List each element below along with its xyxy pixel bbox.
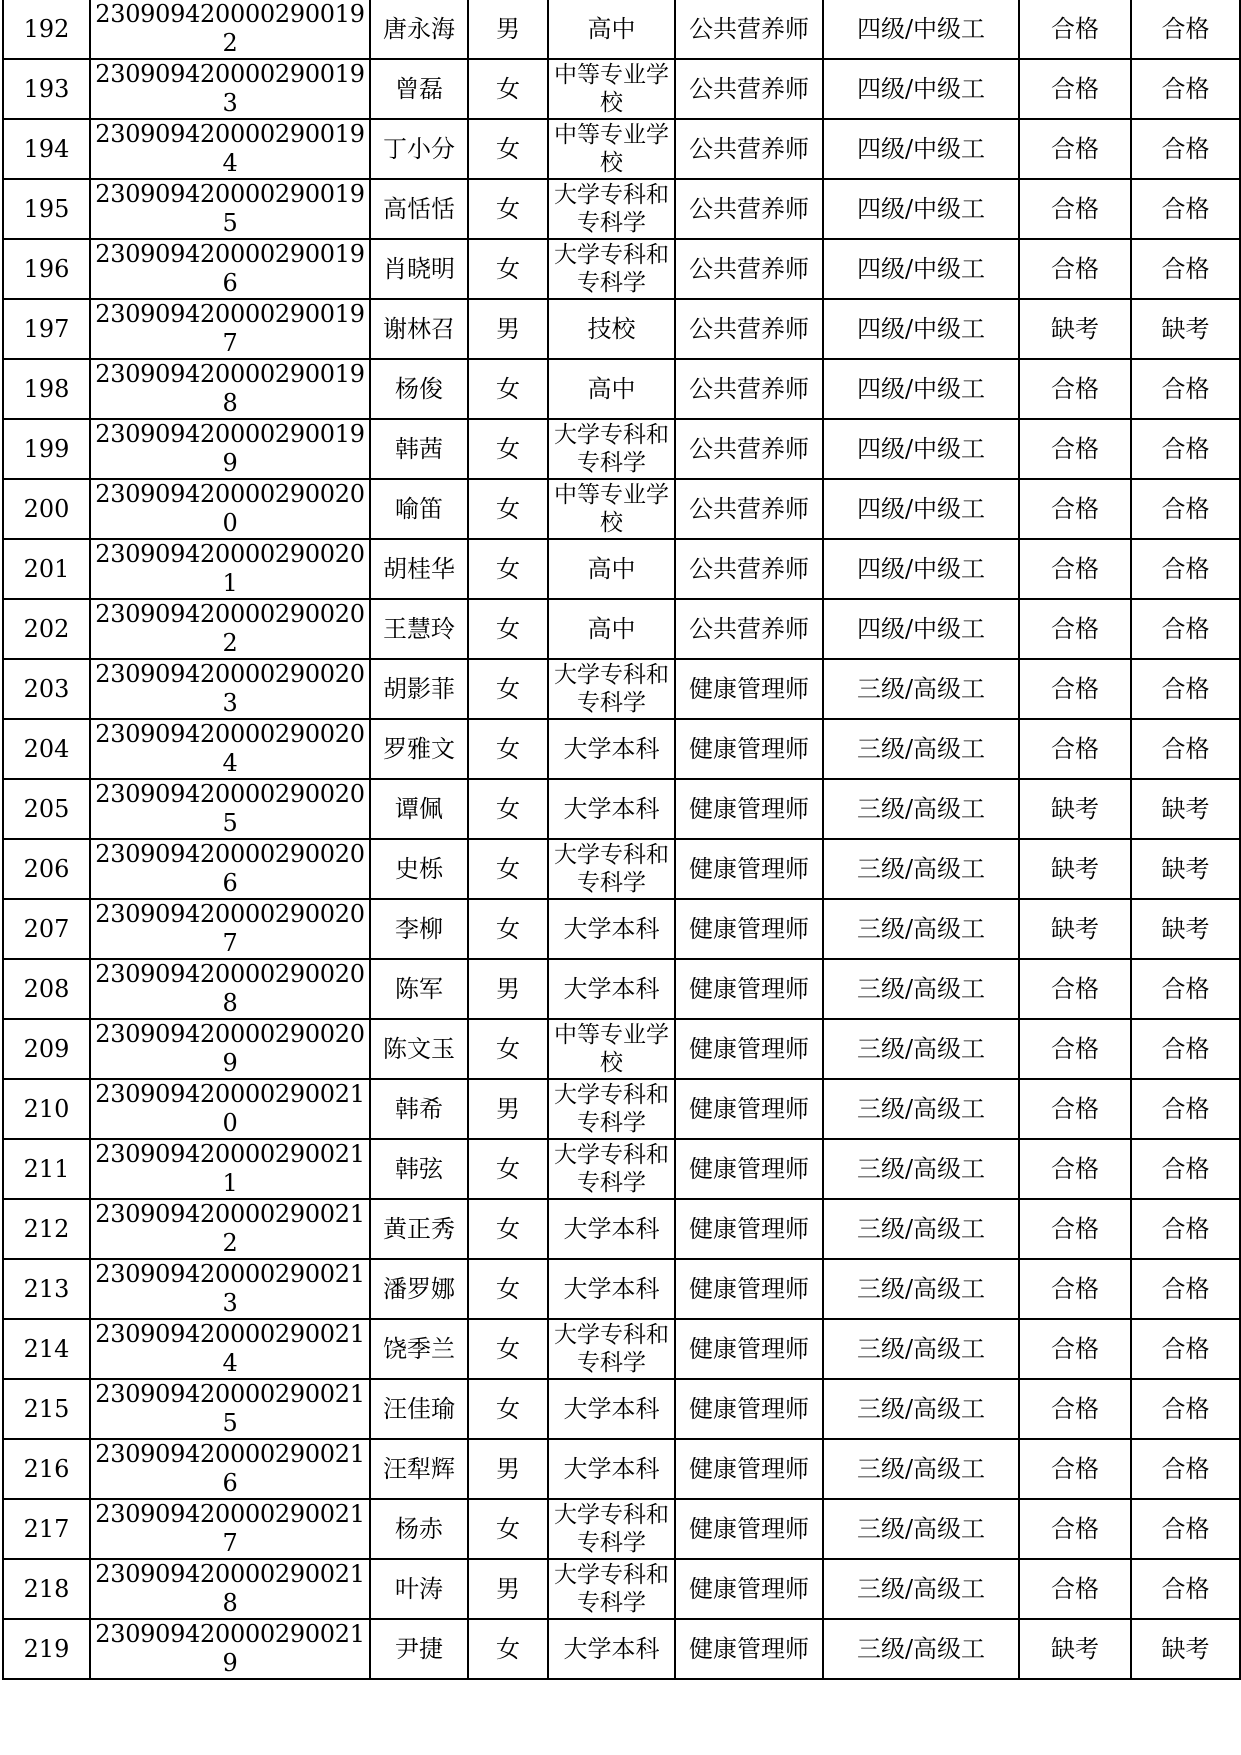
table-row <box>3 1019 1240 1079</box>
level-cell: 四级/中级工 <box>823 419 1019 479</box>
table-row <box>3 1259 1240 1319</box>
gender-cell: 女 <box>468 239 548 299</box>
level-cell: 三级/高级工 <box>823 1139 1019 1199</box>
table-row <box>3 1319 1240 1379</box>
level-cell: 四级/中级工 <box>823 119 1019 179</box>
practice-result-cell: 缺考 <box>1131 899 1240 959</box>
name-cell: 黄正秀 <box>370 1199 468 1259</box>
gender-cell: 女 <box>468 1199 548 1259</box>
theory-result-cell: 缺考 <box>1019 1619 1131 1679</box>
serial-number-cell: 201 <box>3 539 90 599</box>
ticket-id-cell: 2309094200002900213 <box>90 1259 370 1319</box>
serial-number-cell: 193 <box>3 59 90 119</box>
theory-result-cell: 合格 <box>1019 959 1131 1019</box>
gender-cell: 女 <box>468 779 548 839</box>
practice-result-cell: 合格 <box>1131 539 1240 599</box>
ticket-id-cell: 2309094200002900203 <box>90 659 370 719</box>
theory-result-cell: 合格 <box>1019 1319 1131 1379</box>
gender-cell: 女 <box>468 599 548 659</box>
level-cell: 三级/高级工 <box>823 1319 1019 1379</box>
practice-result-cell: 缺考 <box>1131 299 1240 359</box>
gender-cell: 男 <box>468 0 548 59</box>
name-cell: 胡影菲 <box>370 659 468 719</box>
table-row <box>3 539 1240 599</box>
table-row <box>3 1139 1240 1199</box>
level-cell: 三级/高级工 <box>823 1019 1019 1079</box>
table-row <box>3 1559 1240 1619</box>
education-cell: 大学本科 <box>548 899 675 959</box>
ticket-id-cell: 2309094200002900219 <box>90 1619 370 1679</box>
practice-result-cell: 合格 <box>1131 1079 1240 1139</box>
gender-cell: 男 <box>468 1079 548 1139</box>
occupation-cell: 公共营养师 <box>675 119 823 179</box>
occupation-cell: 健康管理师 <box>675 1139 823 1199</box>
ticket-id-cell: 2309094200002900198 <box>90 359 370 419</box>
education-cell: 技校 <box>548 299 675 359</box>
table-row <box>3 659 1240 719</box>
table-row <box>3 1499 1240 1559</box>
theory-result-cell: 合格 <box>1019 599 1131 659</box>
name-cell: 曾磊 <box>370 59 468 119</box>
education-cell: 高中 <box>548 539 675 599</box>
name-cell: 陈军 <box>370 959 468 1019</box>
practice-result-cell: 缺考 <box>1131 839 1240 899</box>
table-row <box>3 179 1240 239</box>
serial-number-cell: 204 <box>3 719 90 779</box>
serial-number-cell: 218 <box>3 1559 90 1619</box>
serial-number-cell: 209 <box>3 1019 90 1079</box>
occupation-cell: 健康管理师 <box>675 659 823 719</box>
level-cell: 四级/中级工 <box>823 539 1019 599</box>
name-cell: 喻笛 <box>370 479 468 539</box>
table-row <box>3 359 1240 419</box>
occupation-cell: 健康管理师 <box>675 1259 823 1319</box>
ticket-id-cell: 2309094200002900193 <box>90 59 370 119</box>
level-cell: 四级/中级工 <box>823 599 1019 659</box>
name-cell: 潘罗娜 <box>370 1259 468 1319</box>
education-cell: 大学本科 <box>548 719 675 779</box>
education-cell: 大学专科和专科学 <box>548 1499 675 1559</box>
education-cell: 中等专业学校 <box>548 59 675 119</box>
name-cell: 高恬恬 <box>370 179 468 239</box>
occupation-cell: 公共营养师 <box>675 359 823 419</box>
name-cell: 饶季兰 <box>370 1319 468 1379</box>
occupation-cell: 健康管理师 <box>675 1319 823 1379</box>
practice-result-cell: 合格 <box>1131 1559 1240 1619</box>
education-cell: 大学本科 <box>548 1259 675 1319</box>
practice-result-cell: 合格 <box>1131 1019 1240 1079</box>
table-row <box>3 959 1240 1019</box>
education-cell: 大学本科 <box>548 779 675 839</box>
gender-cell: 女 <box>468 1259 548 1319</box>
theory-result-cell: 合格 <box>1019 1379 1131 1439</box>
practice-result-cell: 合格 <box>1131 359 1240 419</box>
occupation-cell: 健康管理师 <box>675 959 823 1019</box>
gender-cell: 女 <box>468 659 548 719</box>
level-cell: 三级/高级工 <box>823 959 1019 1019</box>
ticket-id-cell: 2309094200002900199 <box>90 419 370 479</box>
level-cell: 四级/中级工 <box>823 479 1019 539</box>
serial-number-cell: 194 <box>3 119 90 179</box>
theory-result-cell: 合格 <box>1019 1019 1131 1079</box>
gender-cell: 女 <box>468 359 548 419</box>
ticket-id-cell: 2309094200002900194 <box>90 119 370 179</box>
education-cell: 大学本科 <box>548 1379 675 1439</box>
ticket-id-cell: 2309094200002900207 <box>90 899 370 959</box>
name-cell: 韩茜 <box>370 419 468 479</box>
ticket-id-cell: 2309094200002900215 <box>90 1379 370 1439</box>
occupation-cell: 健康管理师 <box>675 779 823 839</box>
name-cell: 罗雅文 <box>370 719 468 779</box>
occupation-cell: 健康管理师 <box>675 1079 823 1139</box>
level-cell: 四级/中级工 <box>823 359 1019 419</box>
gender-cell: 女 <box>468 179 548 239</box>
table-row <box>3 1379 1240 1439</box>
ticket-id-cell: 2309094200002900205 <box>90 779 370 839</box>
theory-result-cell: 合格 <box>1019 1199 1131 1259</box>
occupation-cell: 公共营养师 <box>675 539 823 599</box>
theory-result-cell: 合格 <box>1019 1559 1131 1619</box>
table-row <box>3 299 1240 359</box>
education-cell: 大学本科 <box>548 959 675 1019</box>
serial-number-cell: 199 <box>3 419 90 479</box>
serial-number-cell: 214 <box>3 1319 90 1379</box>
theory-result-cell: 合格 <box>1019 479 1131 539</box>
ticket-id-cell: 2309094200002900202 <box>90 599 370 659</box>
serial-number-cell: 192 <box>3 0 90 59</box>
table-row <box>3 1199 1240 1259</box>
gender-cell: 女 <box>468 539 548 599</box>
table-row <box>3 0 1240 59</box>
name-cell: 叶涛 <box>370 1559 468 1619</box>
education-cell: 大学专科和专科学 <box>548 659 675 719</box>
table-row <box>3 779 1240 839</box>
ticket-id-cell: 2309094200002900208 <box>90 959 370 1019</box>
ticket-id-cell: 2309094200002900211 <box>90 1139 370 1199</box>
education-cell: 高中 <box>548 359 675 419</box>
level-cell: 三级/高级工 <box>823 719 1019 779</box>
serial-number-cell: 198 <box>3 359 90 419</box>
theory-result-cell: 合格 <box>1019 1079 1131 1139</box>
ticket-id-cell: 2309094200002900210 <box>90 1079 370 1139</box>
ticket-id-cell: 2309094200002900217 <box>90 1499 370 1559</box>
theory-result-cell: 合格 <box>1019 179 1131 239</box>
level-cell: 四级/中级工 <box>823 59 1019 119</box>
education-cell: 大学专科和专科学 <box>548 239 675 299</box>
education-cell: 大学专科和专科学 <box>548 1139 675 1199</box>
table-row <box>3 119 1240 179</box>
theory-result-cell: 合格 <box>1019 1499 1131 1559</box>
ticket-id-cell: 2309094200002900209 <box>90 1019 370 1079</box>
level-cell: 三级/高级工 <box>823 659 1019 719</box>
serial-number-cell: 207 <box>3 899 90 959</box>
practice-result-cell: 合格 <box>1131 1379 1240 1439</box>
serial-number-cell: 215 <box>3 1379 90 1439</box>
practice-result-cell: 合格 <box>1131 1259 1240 1319</box>
theory-result-cell: 合格 <box>1019 719 1131 779</box>
name-cell: 谢林召 <box>370 299 468 359</box>
practice-result-cell: 合格 <box>1131 119 1240 179</box>
practice-result-cell: 合格 <box>1131 659 1240 719</box>
name-cell: 汪佳瑜 <box>370 1379 468 1439</box>
theory-result-cell: 缺考 <box>1019 839 1131 899</box>
occupation-cell: 健康管理师 <box>675 1499 823 1559</box>
results-table <box>2 0 1241 1680</box>
level-cell: 三级/高级工 <box>823 899 1019 959</box>
education-cell: 大学专科和专科学 <box>548 1079 675 1139</box>
gender-cell: 女 <box>468 1499 548 1559</box>
occupation-cell: 公共营养师 <box>675 59 823 119</box>
occupation-cell: 公共营养师 <box>675 0 823 59</box>
practice-result-cell: 缺考 <box>1131 1619 1240 1679</box>
education-cell: 大学专科和专科学 <box>548 419 675 479</box>
ticket-id-cell: 2309094200002900212 <box>90 1199 370 1259</box>
serial-number-cell: 200 <box>3 479 90 539</box>
level-cell: 三级/高级工 <box>823 1259 1019 1319</box>
education-cell: 大学本科 <box>548 1439 675 1499</box>
practice-result-cell: 合格 <box>1131 419 1240 479</box>
gender-cell: 女 <box>468 899 548 959</box>
serial-number-cell: 217 <box>3 1499 90 1559</box>
practice-result-cell: 合格 <box>1131 1199 1240 1259</box>
theory-result-cell: 合格 <box>1019 539 1131 599</box>
occupation-cell: 公共营养师 <box>675 599 823 659</box>
table-row <box>3 1439 1240 1499</box>
level-cell: 三级/高级工 <box>823 1559 1019 1619</box>
level-cell: 三级/高级工 <box>823 1439 1019 1499</box>
level-cell: 四级/中级工 <box>823 179 1019 239</box>
education-cell: 高中 <box>548 0 675 59</box>
theory-result-cell: 合格 <box>1019 119 1131 179</box>
practice-result-cell: 合格 <box>1131 179 1240 239</box>
serial-number-cell: 216 <box>3 1439 90 1499</box>
table-row <box>3 479 1240 539</box>
serial-number-cell: 205 <box>3 779 90 839</box>
education-cell: 中等专业学校 <box>548 119 675 179</box>
practice-result-cell: 合格 <box>1131 479 1240 539</box>
gender-cell: 男 <box>468 1559 548 1619</box>
practice-result-cell: 合格 <box>1131 719 1240 779</box>
education-cell: 大学本科 <box>548 1199 675 1259</box>
occupation-cell: 健康管理师 <box>675 1019 823 1079</box>
theory-result-cell: 合格 <box>1019 419 1131 479</box>
level-cell: 四级/中级工 <box>823 239 1019 299</box>
gender-cell: 女 <box>468 1379 548 1439</box>
table-row <box>3 599 1240 659</box>
name-cell: 韩弦 <box>370 1139 468 1199</box>
gender-cell: 女 <box>468 1019 548 1079</box>
table-row <box>3 239 1240 299</box>
level-cell: 三级/高级工 <box>823 1619 1019 1679</box>
level-cell: 三级/高级工 <box>823 839 1019 899</box>
gender-cell: 男 <box>468 299 548 359</box>
occupation-cell: 健康管理师 <box>675 839 823 899</box>
theory-result-cell: 合格 <box>1019 1139 1131 1199</box>
serial-number-cell: 208 <box>3 959 90 1019</box>
ticket-id-cell: 2309094200002900206 <box>90 839 370 899</box>
level-cell: 四级/中级工 <box>823 0 1019 59</box>
table-row <box>3 1619 1240 1679</box>
serial-number-cell: 210 <box>3 1079 90 1139</box>
name-cell: 汪犁辉 <box>370 1439 468 1499</box>
serial-number-cell: 203 <box>3 659 90 719</box>
theory-result-cell: 缺考 <box>1019 899 1131 959</box>
serial-number-cell: 212 <box>3 1199 90 1259</box>
occupation-cell: 健康管理师 <box>675 1199 823 1259</box>
occupation-cell: 健康管理师 <box>675 1559 823 1619</box>
education-cell: 中等专业学校 <box>548 479 675 539</box>
name-cell: 杨俊 <box>370 359 468 419</box>
name-cell: 韩希 <box>370 1079 468 1139</box>
occupation-cell: 健康管理师 <box>675 719 823 779</box>
practice-result-cell: 合格 <box>1131 1139 1240 1199</box>
practice-result-cell: 缺考 <box>1131 779 1240 839</box>
ticket-id-cell: 2309094200002900204 <box>90 719 370 779</box>
theory-result-cell: 合格 <box>1019 0 1131 59</box>
serial-number-cell: 202 <box>3 599 90 659</box>
name-cell: 肖晓明 <box>370 239 468 299</box>
serial-number-cell: 211 <box>3 1139 90 1199</box>
education-cell: 大学专科和专科学 <box>548 839 675 899</box>
ticket-id-cell: 2309094200002900214 <box>90 1319 370 1379</box>
name-cell: 谭佩 <box>370 779 468 839</box>
level-cell: 三级/高级工 <box>823 1379 1019 1439</box>
occupation-cell: 健康管理师 <box>675 1379 823 1439</box>
ticket-id-cell: 2309094200002900201 <box>90 539 370 599</box>
level-cell: 四级/中级工 <box>823 299 1019 359</box>
education-cell: 中等专业学校 <box>548 1019 675 1079</box>
practice-result-cell: 合格 <box>1131 599 1240 659</box>
occupation-cell: 健康管理师 <box>675 1619 823 1679</box>
practice-result-cell: 合格 <box>1131 1319 1240 1379</box>
occupation-cell: 公共营养师 <box>675 419 823 479</box>
education-cell: 大学专科和专科学 <box>548 1559 675 1619</box>
name-cell: 陈文玉 <box>370 1019 468 1079</box>
theory-result-cell: 缺考 <box>1019 779 1131 839</box>
level-cell: 三级/高级工 <box>823 779 1019 839</box>
theory-result-cell: 合格 <box>1019 1439 1131 1499</box>
education-cell: 大学专科和专科学 <box>548 1319 675 1379</box>
serial-number-cell: 206 <box>3 839 90 899</box>
gender-cell: 女 <box>468 719 548 779</box>
ticket-id-cell: 2309094200002900197 <box>90 299 370 359</box>
table-row <box>3 839 1240 899</box>
occupation-cell: 健康管理师 <box>675 899 823 959</box>
practice-result-cell: 合格 <box>1131 1439 1240 1499</box>
theory-result-cell: 合格 <box>1019 659 1131 719</box>
theory-result-cell: 合格 <box>1019 59 1131 119</box>
theory-result-cell: 合格 <box>1019 239 1131 299</box>
name-cell: 李柳 <box>370 899 468 959</box>
occupation-cell: 公共营养师 <box>675 179 823 239</box>
serial-number-cell: 195 <box>3 179 90 239</box>
name-cell: 唐永海 <box>370 0 468 59</box>
level-cell: 三级/高级工 <box>823 1199 1019 1259</box>
gender-cell: 女 <box>468 59 548 119</box>
name-cell: 史栎 <box>370 839 468 899</box>
table-row <box>3 59 1240 119</box>
occupation-cell: 健康管理师 <box>675 1439 823 1499</box>
occupation-cell: 公共营养师 <box>675 299 823 359</box>
level-cell: 三级/高级工 <box>823 1079 1019 1139</box>
gender-cell: 女 <box>468 839 548 899</box>
practice-result-cell: 合格 <box>1131 239 1240 299</box>
gender-cell: 女 <box>468 119 548 179</box>
ticket-id-cell: 2309094200002900218 <box>90 1559 370 1619</box>
theory-result-cell: 缺考 <box>1019 299 1131 359</box>
theory-result-cell: 合格 <box>1019 359 1131 419</box>
level-cell: 三级/高级工 <box>823 1499 1019 1559</box>
serial-number-cell: 213 <box>3 1259 90 1319</box>
education-cell: 大学本科 <box>548 1619 675 1679</box>
table-row <box>3 899 1240 959</box>
gender-cell: 女 <box>468 1619 548 1679</box>
name-cell: 尹捷 <box>370 1619 468 1679</box>
serial-number-cell: 196 <box>3 239 90 299</box>
occupation-cell: 公共营养师 <box>675 239 823 299</box>
practice-result-cell: 合格 <box>1131 59 1240 119</box>
name-cell: 王慧玲 <box>370 599 468 659</box>
table-row <box>3 719 1240 779</box>
occupation-cell: 公共营养师 <box>675 479 823 539</box>
ticket-id-cell: 2309094200002900192 <box>90 0 370 59</box>
practice-result-cell: 合格 <box>1131 0 1240 59</box>
practice-result-cell: 合格 <box>1131 959 1240 1019</box>
gender-cell: 男 <box>468 1439 548 1499</box>
gender-cell: 男 <box>468 959 548 1019</box>
ticket-id-cell: 2309094200002900195 <box>90 179 370 239</box>
serial-number-cell: 197 <box>3 299 90 359</box>
gender-cell: 女 <box>468 479 548 539</box>
gender-cell: 女 <box>468 1139 548 1199</box>
practice-result-cell: 合格 <box>1131 1499 1240 1559</box>
ticket-id-cell: 2309094200002900196 <box>90 239 370 299</box>
name-cell: 胡桂华 <box>370 539 468 599</box>
table-body <box>3 0 1240 1679</box>
education-cell: 大学专科和专科学 <box>548 179 675 239</box>
gender-cell: 女 <box>468 1319 548 1379</box>
name-cell: 杨赤 <box>370 1499 468 1559</box>
name-cell: 丁小分 <box>370 119 468 179</box>
ticket-id-cell: 2309094200002900216 <box>90 1439 370 1499</box>
table-row <box>3 419 1240 479</box>
table-row <box>3 1079 1240 1139</box>
education-cell: 高中 <box>548 599 675 659</box>
gender-cell: 女 <box>468 419 548 479</box>
serial-number-cell: 219 <box>3 1619 90 1679</box>
theory-result-cell: 合格 <box>1019 1259 1131 1319</box>
ticket-id-cell: 2309094200002900200 <box>90 479 370 539</box>
